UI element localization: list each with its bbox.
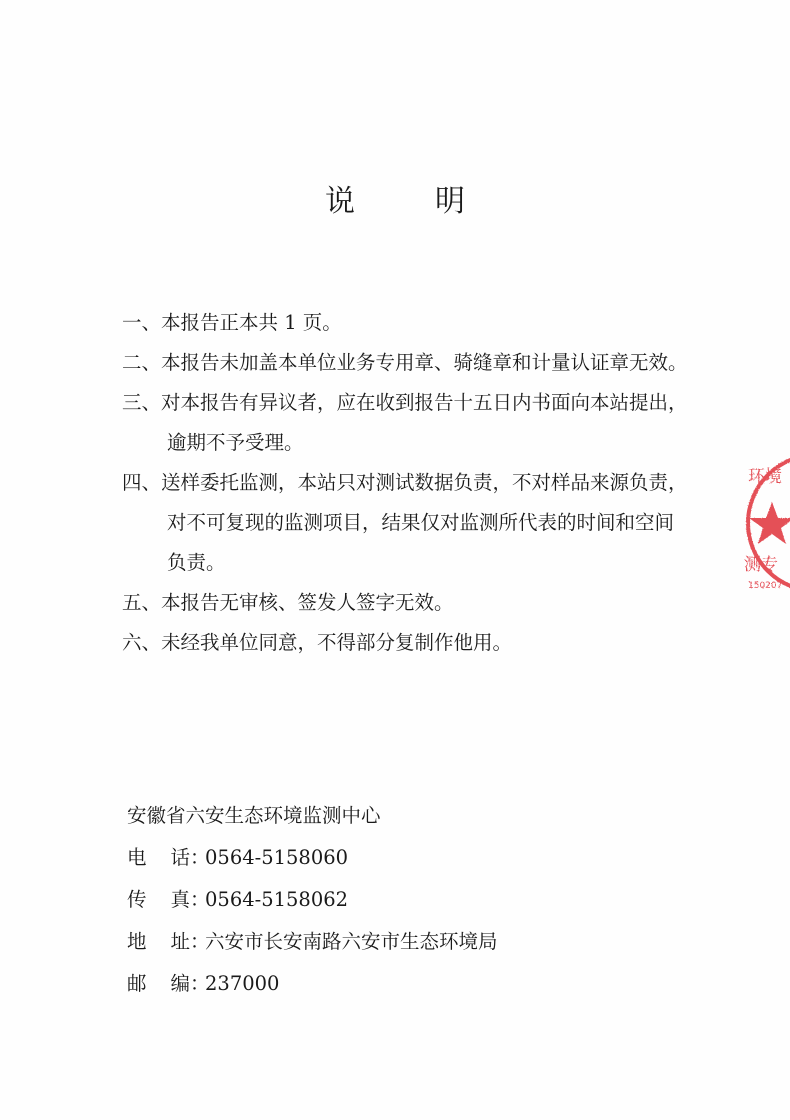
fax-row	[127, 886, 498, 928]
organization-name: 安徽省六安生态环境监测中心	[127, 804, 381, 827]
phone-row	[127, 844, 498, 886]
note-line: 五、本报告无审核、签发人签字无效。	[122, 591, 454, 614]
address-value: 六安市长安南路六安市生态环境局	[205, 930, 498, 953]
seal-stamp-icon	[742, 448, 790, 598]
phone-value: 0564-5158060	[205, 846, 349, 869]
fax-value: 0564-5158062	[205, 888, 349, 911]
contact-block	[127, 802, 498, 1012]
stamp-text-bottom: 测专	[744, 555, 778, 575]
note-line: 二、本报告未加盖本单位业务专用章、骑缝章和计量认证章无效。	[122, 351, 688, 374]
postcode-label: 邮 编：	[127, 972, 210, 995]
address-row	[127, 928, 498, 970]
stamp-text-top: 环境	[748, 467, 782, 487]
title-char-2: 明	[435, 184, 465, 219]
address-label: 地 址：	[127, 930, 210, 953]
note-line-continued: 负责。	[167, 551, 226, 574]
postcode-row	[127, 970, 498, 1012]
note-line-continued: 逾期不予受理。	[167, 431, 304, 454]
note-line: 六、未经我单位同意，不得部分复制作他用。	[122, 631, 513, 654]
phone-label: 电 话：	[127, 846, 210, 869]
notes-list	[122, 309, 742, 669]
stamp-number: 150207	[748, 581, 783, 591]
fax-label: 传 真：	[127, 888, 210, 911]
postcode-value: 237000	[205, 972, 280, 995]
note-line: 三、对本报告有异议者，应在收到报告十五日内书面向本站提出，	[122, 391, 688, 414]
page-title	[0, 176, 790, 220]
note-line: 四、送样委托监测，本站只对测试数据负责，不对样品来源负责，	[122, 471, 688, 494]
title-char-1: 说	[325, 184, 355, 219]
note-line-continued: 对不可复现的监测项目，结果仅对监测所代表的时间和空间	[167, 511, 675, 534]
note-line: 一、本报告正本共 1 页。	[122, 311, 342, 334]
